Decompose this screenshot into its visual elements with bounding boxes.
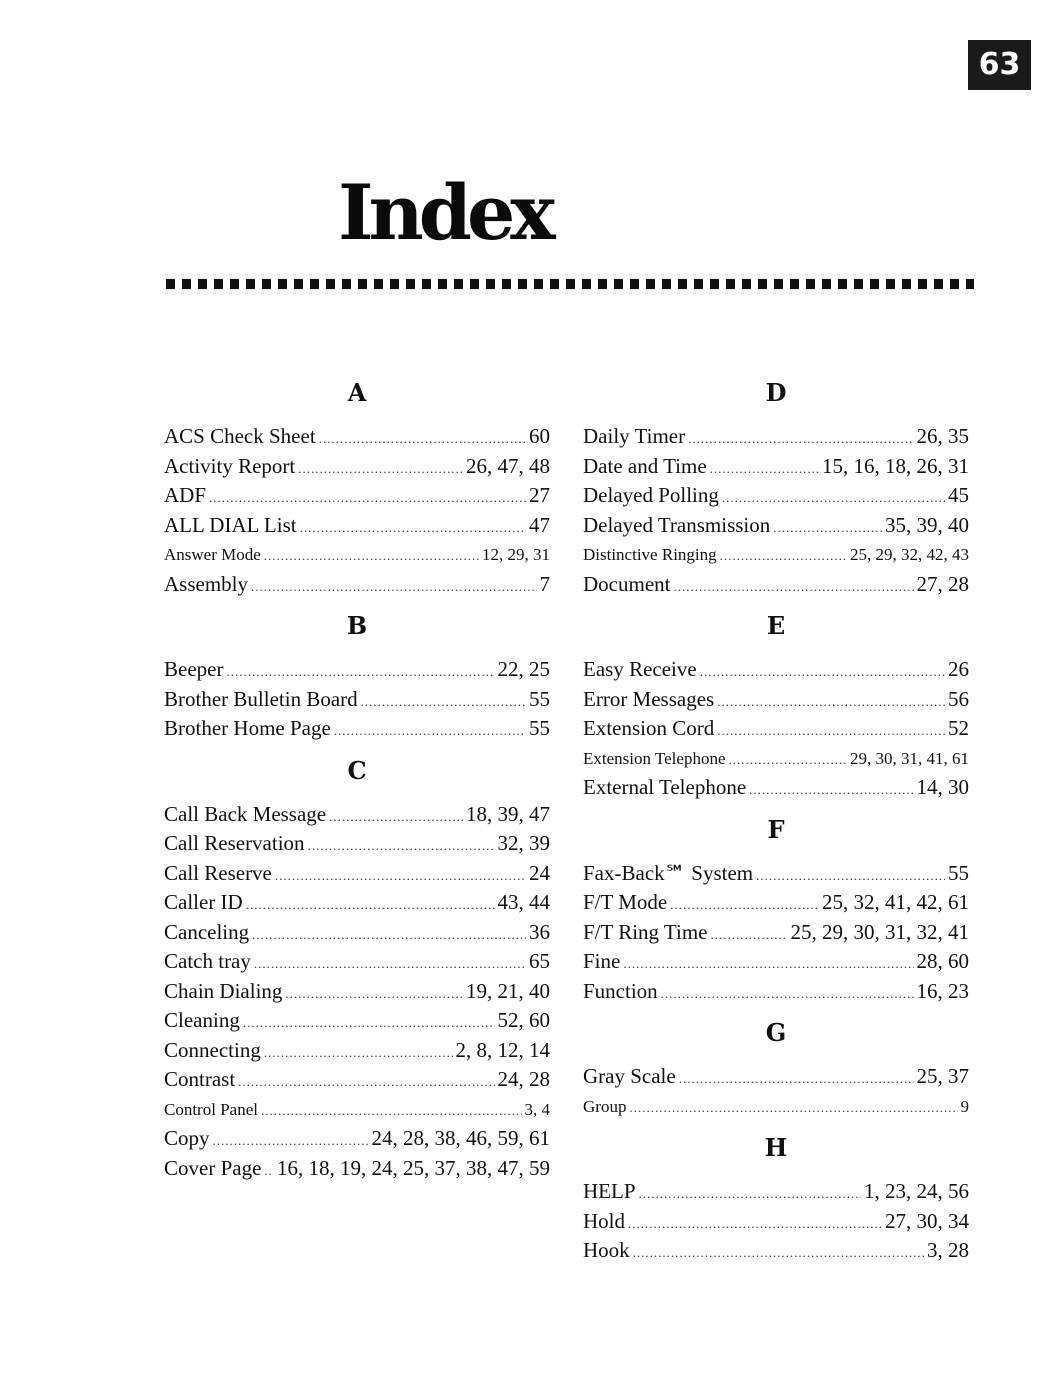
dot-leader	[623, 949, 913, 979]
dot-leader	[720, 541, 847, 571]
index-page-refs: 18, 39, 47	[466, 801, 550, 826]
index-page-refs: 55	[948, 860, 969, 885]
index-page-refs: 22, 25	[497, 657, 550, 681]
dot-leader	[673, 572, 913, 602]
index-term: External Telephone	[583, 775, 747, 799]
index-term: Function	[583, 978, 658, 1003]
index-section-b	[164, 609, 550, 744]
dot-leader	[246, 890, 495, 920]
index-term: Answer Mode	[164, 545, 261, 564]
index-section-h	[583, 1131, 969, 1266]
index-entry	[164, 1154, 550, 1184]
index-entry	[164, 655, 550, 685]
dot-leader	[756, 861, 945, 891]
dot-leader	[639, 1179, 862, 1209]
index-page-refs: 45	[948, 483, 969, 507]
index-page-refs: 35, 39, 40	[885, 512, 969, 537]
dot-leader	[209, 483, 526, 513]
index-page-refs: 52, 60	[497, 1008, 550, 1032]
page-number: 63	[968, 40, 1031, 90]
index-term: Delayed Transmission	[583, 512, 771, 537]
dot-leader	[361, 687, 526, 717]
index-term: F/T Ring Time	[583, 919, 708, 944]
index-term: Copy	[164, 1126, 210, 1150]
dot-leader	[679, 1064, 914, 1094]
index-page-refs: 16, 18, 19, 24, 25, 37, 38, 47, 59	[277, 1155, 550, 1180]
index-entry	[583, 1092, 969, 1122]
index-entry	[583, 888, 969, 918]
index-entry	[583, 1207, 969, 1237]
index-entry	[164, 481, 550, 511]
index-page-refs: 9	[960, 1096, 969, 1116]
index-term: Beeper	[164, 657, 224, 681]
dot-leader	[261, 1096, 522, 1126]
index-page-refs: 26, 35	[916, 424, 969, 448]
index-term: Extension Cord	[583, 716, 715, 740]
index-page-refs: 65	[529, 949, 550, 973]
index-page-refs: 27, 28	[916, 571, 969, 596]
index-term: Document	[583, 571, 671, 596]
index-entry	[164, 829, 550, 859]
index-page-refs: 32, 39	[497, 831, 550, 855]
title-divider	[166, 279, 974, 289]
index-page-refs: 7	[539, 571, 550, 596]
index-page-refs: 27, 30, 34	[885, 1208, 969, 1233]
index-term: Group	[583, 1096, 627, 1116]
index-entry	[164, 1095, 550, 1125]
index-entry	[164, 1065, 550, 1095]
index-entry	[583, 744, 969, 774]
index-page-refs: 25, 29, 32, 42, 43	[850, 545, 969, 564]
index-term: ACS Check Sheet	[164, 424, 316, 448]
index-page-refs: 24, 28, 38, 46, 59, 61	[371, 1126, 550, 1150]
index-entry	[583, 570, 969, 600]
dot-leader	[300, 513, 526, 543]
index-page-refs: 15, 16, 18, 26, 31	[822, 453, 969, 478]
index-column-right	[583, 376, 969, 1266]
index-entry	[164, 800, 550, 830]
index-page-refs: 60	[529, 424, 550, 448]
index-entry	[164, 714, 550, 744]
index-term: Easy Receive	[583, 657, 697, 681]
index-entry	[164, 1124, 550, 1154]
index-entry	[583, 947, 969, 977]
index-term: Hook	[583, 1238, 630, 1262]
index-page-refs: 3, 28	[927, 1238, 969, 1262]
index-term: Caller ID	[164, 890, 243, 914]
section-letter: G	[765, 1018, 787, 1047]
section-letter: B	[346, 611, 368, 640]
index-entry	[164, 947, 550, 977]
section-letter: H	[764, 1133, 788, 1162]
index-page-refs: 56	[948, 686, 969, 711]
index-page-refs: 1, 23, 24, 56	[864, 1179, 969, 1203]
index-term: Error Messages	[583, 686, 715, 711]
index-term: Control Panel	[164, 1099, 258, 1119]
index-term: Activity Report	[164, 453, 296, 478]
dot-leader	[688, 424, 913, 454]
index-term: Contrast	[164, 1067, 236, 1091]
dot-leader	[238, 1067, 494, 1097]
index-term: Distinctive Ringing	[583, 545, 717, 564]
index-page-refs: 28, 60	[916, 949, 969, 973]
index-page-refs: 36	[529, 919, 550, 944]
index-term: ADF	[164, 483, 207, 507]
index-term: Cleaning	[164, 1008, 240, 1032]
index-entry	[583, 685, 969, 715]
index-entry	[583, 422, 969, 452]
page-title: Index	[338, 168, 551, 257]
index-entry	[583, 977, 969, 1007]
index-term: HELP	[583, 1179, 636, 1203]
index-term: Connecting	[164, 1037, 261, 1062]
index-page-refs: 14, 30	[916, 775, 969, 799]
index-section-a	[164, 376, 550, 599]
section-letter: C	[347, 755, 367, 785]
dot-leader	[661, 979, 914, 1009]
section-letter: A	[347, 378, 367, 407]
index-page-refs: 52	[948, 716, 969, 740]
index-section-c	[164, 754, 550, 1184]
index-entry	[583, 773, 969, 803]
index-page-refs: 25, 32, 41, 42, 61	[822, 890, 969, 914]
index-term: Fine	[583, 949, 621, 973]
index-page-refs: 3, 4	[524, 1099, 550, 1119]
index-entry	[164, 511, 550, 541]
index-term: Date and Time	[583, 453, 707, 478]
index-section-d	[583, 376, 969, 599]
index-term: Fax-Back℠ System	[583, 860, 754, 885]
index-page-refs: 25, 29, 30, 31, 32, 41	[790, 919, 969, 944]
index-page-refs: 43, 44	[497, 890, 550, 914]
dot-leader	[264, 1156, 274, 1186]
index-term: Assembly	[164, 571, 248, 596]
index-entry	[583, 452, 969, 482]
index-entry	[164, 859, 550, 889]
index-term: Chain Dialing	[164, 978, 283, 1003]
index-entry	[164, 1006, 550, 1036]
index-page-refs: 19, 21, 40	[466, 978, 550, 1003]
index-term: Catch tray	[164, 949, 251, 973]
index-page-refs: 26	[948, 657, 969, 681]
dot-leader	[717, 716, 945, 746]
index-term: Hold	[583, 1208, 625, 1233]
index-entry	[583, 714, 969, 744]
index-section-g	[583, 1016, 969, 1121]
dot-leader	[254, 949, 526, 979]
dot-leader	[729, 745, 848, 775]
index-page-refs: 27	[529, 483, 550, 507]
dot-leader	[749, 775, 913, 805]
index-page-refs: 55	[529, 686, 550, 711]
index-page-refs: 2, 8, 12, 14	[455, 1037, 550, 1062]
dot-leader	[334, 716, 526, 746]
index-term: Call Reservation	[164, 831, 305, 855]
dot-leader	[251, 572, 537, 602]
index-entry	[583, 655, 969, 685]
index-column-left	[164, 376, 550, 1183]
index-entry	[164, 685, 550, 715]
index-page-refs: 47	[529, 512, 550, 537]
dot-leader	[243, 1008, 495, 1038]
dot-leader	[226, 657, 494, 687]
dot-leader	[670, 890, 819, 920]
dot-leader	[722, 483, 945, 513]
dot-leader	[285, 979, 463, 1009]
section-letter: F	[767, 814, 785, 844]
dot-leader	[264, 1038, 453, 1068]
index-term: Canceling	[164, 919, 250, 944]
index-entry	[583, 511, 969, 541]
dot-leader	[700, 657, 945, 687]
index-entry	[583, 1177, 969, 1207]
dot-leader	[329, 802, 463, 832]
index-term: Extension Telephone	[583, 748, 726, 768]
index-page-refs: 29, 30, 31, 41, 61	[850, 748, 969, 768]
index-page-refs: 24, 28	[497, 1067, 550, 1091]
dot-leader	[275, 861, 526, 891]
index-entry	[583, 1236, 969, 1266]
index-term: Brother Bulletin Board	[164, 686, 358, 711]
index-term: Call Back Message	[164, 801, 327, 826]
index-page-refs: 55	[529, 716, 550, 740]
dot-leader	[773, 513, 882, 543]
index-entry	[583, 481, 969, 511]
dot-leader	[298, 454, 463, 484]
index-entry	[164, 540, 550, 570]
dot-leader	[711, 920, 788, 950]
index-entry	[164, 452, 550, 482]
index-page-refs: 24	[529, 860, 550, 885]
dot-leader	[319, 424, 526, 454]
dot-leader	[629, 1093, 957, 1123]
dot-leader	[252, 920, 526, 950]
index-entry	[164, 422, 550, 452]
index-page-refs: 25, 37	[916, 1064, 969, 1088]
index-entry	[164, 888, 550, 918]
index-term: Call Reserve	[164, 860, 272, 885]
dot-leader	[213, 1126, 369, 1156]
index-term: Delayed Polling	[583, 483, 719, 507]
dot-leader	[628, 1209, 882, 1239]
index-entry	[164, 570, 550, 600]
index-entry	[164, 977, 550, 1007]
index-term: ALL DIAL List	[164, 512, 297, 537]
index-entry	[583, 918, 969, 948]
index-entry	[164, 1036, 550, 1066]
index-section-f	[583, 813, 969, 1007]
dot-leader	[717, 687, 945, 717]
dot-leader	[710, 454, 819, 484]
index-term: Cover Page	[164, 1155, 262, 1180]
index-entry	[583, 1062, 969, 1092]
section-letter: D	[765, 378, 787, 407]
index-entry	[583, 859, 969, 889]
dot-leader	[264, 541, 479, 571]
index-section-e	[583, 609, 969, 803]
index-term: F/T Mode	[583, 890, 668, 914]
index-page-refs: 26, 47, 48	[466, 453, 550, 478]
index-page-refs: 12, 29, 31	[482, 545, 550, 564]
section-letter: E	[766, 611, 786, 640]
index-term: Daily Timer	[583, 424, 686, 448]
index-entry	[164, 918, 550, 948]
index-entry	[583, 540, 969, 570]
index-term: Gray Scale	[583, 1064, 676, 1088]
dot-leader	[308, 831, 495, 861]
index-page-refs: 16, 23	[916, 978, 969, 1003]
dot-leader	[633, 1238, 924, 1268]
index-term: Brother Home Page	[164, 716, 331, 740]
